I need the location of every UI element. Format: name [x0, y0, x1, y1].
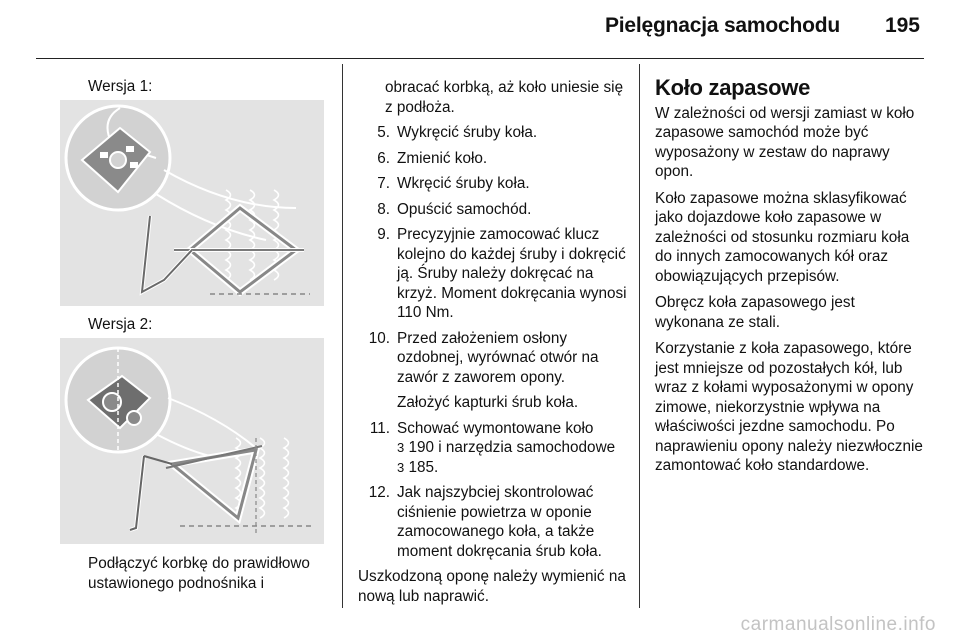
closing-note: Uszkodzoną oponę należy wymienić na nową lub naprawić. [358, 568, 626, 605]
paragraph: Korzystanie z koła zapasowego, które jest mniejsze od pozostałych kół, lub wraz z kołami wyposażonymi w opony zimowe, niekorzystnie wpływa na właściwości jezdne samochodu. Po naprawieniu opony należy niezwłocznie zamontować koło standardowe. [655, 340, 923, 474]
step-number: 12. [368, 484, 390, 501]
step-text: 185. [408, 458, 439, 476]
paragraph: W zależności od wersji zamiast w koło zapasowe samochód może być wyposażony w zestaw do naprawy opon. [655, 104, 915, 180]
step-extra-text: Założyć kapturki śrub koła. [397, 394, 579, 411]
version1-label: Wersja 1: [88, 78, 153, 95]
step-number: 11. [369, 419, 390, 437]
instructions-column [358, 78, 630, 606]
paragraph: Koło zapasowe można sklasyfikować jako dojazdowe koło zapasowe w zależności od stosunku rozmiaru koła do innych zamocowanych kół oraz obowiązujących przepisów. [655, 189, 910, 285]
section-heading: Koło zapasowe [655, 75, 811, 100]
step-continuation: obracać korbką, aż koło uniesie się z podłoża. [385, 79, 624, 116]
step-number: 9. [377, 226, 390, 243]
list-item [358, 225, 630, 323]
column-divider [342, 64, 343, 608]
list-item [358, 174, 630, 194]
step-number: 8. [377, 200, 390, 218]
step-number: 7. [377, 175, 390, 192]
step-number: 10. [368, 329, 390, 347]
jack-diagram-version1 [60, 100, 324, 306]
step-text: Jak najszybciej skontrolować ciśnienie powietrza w oponie zamocowanego koła, a także moment dokręcania śrub koła. [397, 484, 602, 560]
step-number: 6. [377, 149, 390, 167]
header-divider [36, 58, 924, 59]
step-number: 5. [377, 124, 390, 141]
list-item [358, 329, 630, 413]
page-reference-icon[interactable]: 3 [397, 459, 405, 475]
step-text: Schować wymontowane koło [397, 419, 594, 437]
steps-list [358, 123, 630, 561]
list-item [358, 419, 630, 478]
list-item [358, 149, 630, 169]
watermark: carmanualsonline.info [740, 614, 936, 635]
step-text: Wkręcić śruby koła. [397, 175, 530, 192]
list-item [358, 483, 630, 561]
step-text: 190 i narzędzia samochodowe [408, 439, 616, 456]
jack-diagram-version2 [60, 338, 324, 544]
step-text: Przed założeniem osłony ozdobnej, wyrównać otwór na zawór z zaworem opony. [397, 329, 599, 386]
page-title: Pielęgnacja samochodu [604, 14, 840, 37]
spare-wheel-section [655, 75, 925, 483]
list-item [358, 200, 630, 220]
step-text: Wykręcić śruby koła. [397, 124, 538, 141]
page-reference-icon[interactable]: 3 [397, 440, 405, 455]
jack-illustration-version2 [60, 338, 324, 544]
step-text: Precyzyjnie zamocować klucz kolejno do każdej śruby i dokręcić ją. Śruby należy dokręcać na krzyż. Moment dokręcania wynosi 110 Nm. [397, 226, 627, 321]
column-divider [639, 64, 640, 608]
step-text: Zmienić koło. [397, 149, 488, 167]
step-text: Opuścić samochód. [397, 200, 532, 218]
jack-illustration-version1 [60, 100, 324, 306]
version2-label: Wersja 2: [88, 316, 153, 333]
page-number: 195 [884, 14, 920, 37]
paragraph: Obręcz koła zapasowego jest wykonana ze stali. [655, 294, 855, 331]
jack-caption: Podłączyć korbkę do prawidłowo ustawionego podnośnika i [88, 555, 310, 592]
list-item [358, 123, 630, 143]
